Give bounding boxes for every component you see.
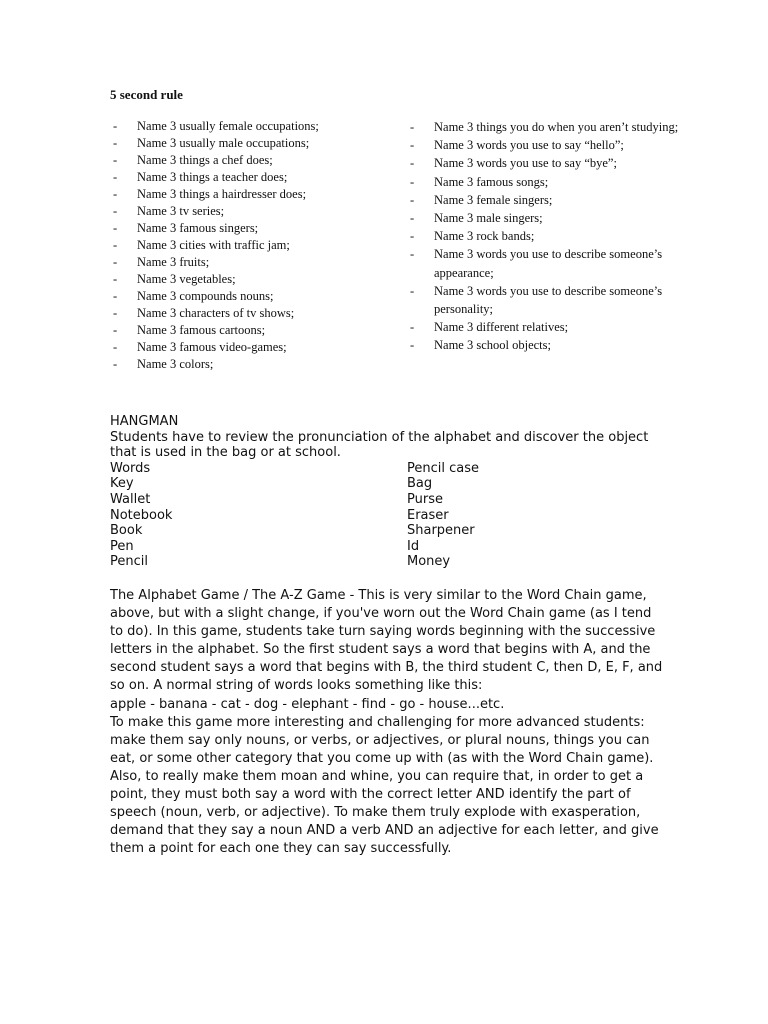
list-item-text: Name 3 things a teacher does; — [137, 170, 288, 184]
page-title: 5 second rule — [110, 87, 183, 102]
list-item-text: Name 3 female singers; — [434, 192, 553, 207]
hangman-word-left: Words — [110, 460, 151, 476]
left-prompt-item — [113, 169, 403, 186]
list-item-text: Name 3 fruits; — [137, 255, 210, 269]
left-prompt-item — [113, 237, 403, 254]
list-item-text: Name 3 words you use to say “hello”; — [434, 138, 624, 153]
list-item-text: Name 3 famous songs; — [434, 174, 549, 189]
bullet-dash: - — [410, 229, 415, 244]
bullet-dash: - — [113, 289, 118, 303]
bullet-dash: - — [410, 138, 415, 153]
left-prompt-item — [113, 356, 403, 373]
bullet-dash: - — [410, 192, 415, 207]
bullet-dash: - — [113, 357, 118, 371]
right-prompt-item — [410, 318, 680, 336]
hangman-row — [110, 461, 670, 477]
left-prompt-item — [113, 203, 403, 220]
list-item-text: Name 3 tv series; — [137, 204, 225, 218]
list-item-text: Name 3 rock bands; — [434, 229, 535, 244]
hangman-row — [110, 539, 670, 555]
right-prompt-item — [410, 154, 680, 172]
list-item-text: Name 3 famous video-games; — [137, 340, 287, 354]
hangman-word-right: Id — [407, 538, 420, 554]
alphabet-game-description: The Alphabet Game / The A-Z Game - This is very similar to the Word Chain game, above, but with a slight change, if you've worn out the Word Chain game (as I tend to do). In this game, students take turn saying words beginning with the successive letters in the alphabet. So the first student says a word that begins with A, and the second student says a word that begins with B, the third student C, then D, E, F, and so on. A normal string of words looks something like this: — [110, 588, 663, 694]
hangman-heading: HANGMAN — [110, 414, 179, 429]
list-item-text: Name 3 school objects; — [434, 338, 551, 353]
alphabet-game-variations: To make this game more interesting and challenging for more advanced students: make them say only nouns, or verbs, or adjectives, or plural nouns, things you can eat, or some other category that you come up with (as with the Word Chain game). Also, to really make them moan and whine, you can require that, in order to get a point, they must both say a word with the correct letter AND identify the part of speech (noun, verb, or adjective). To make them truly explode with exasperation, demand that they say a noun AND a verb AND an adjective for each letter, and give them a point for each one they can say successfully. — [110, 714, 659, 857]
hangman-word-right: Bag — [407, 476, 433, 492]
alphabet-game-example: apple - banana - cat - dog - elephant - find - go - house...etc. — [110, 696, 505, 712]
hangman-word-left: Key — [110, 476, 134, 492]
hangman-row — [110, 492, 670, 508]
bullet-dash: - — [113, 323, 118, 337]
hangman-intro: Students have to review the pronunciation of the alphabet and discover the object that is used in the bag or at school. — [110, 429, 649, 461]
alphabet-game-section — [110, 587, 665, 858]
bullet-dash: - — [113, 187, 118, 201]
list-item-text: Name 3 words you use to say “bye”; — [434, 156, 617, 171]
list-item-text: Name 3 different relatives; — [434, 320, 569, 335]
list-item-text: Name 3 usually male occupations; — [137, 136, 310, 150]
bullet-dash: - — [410, 211, 415, 226]
left-prompt-item — [113, 152, 403, 169]
bullet-dash: - — [113, 153, 118, 167]
left-prompt-item — [113, 288, 403, 305]
list-item-text: Name 3 famous singers; — [137, 221, 259, 235]
hangman-word-right: Money — [407, 554, 451, 570]
hangman-word-right: Eraser — [407, 507, 449, 523]
bullet-dash: - — [113, 221, 118, 235]
hangman-word-left: Wallet — [110, 491, 151, 507]
right-prompt-item — [410, 209, 680, 227]
list-item-text: Name 3 famous cartoons; — [137, 323, 266, 337]
list-item-text: Name 3 cities with traffic jam; — [137, 238, 290, 252]
right-prompt-item — [410, 245, 680, 281]
right-prompt-item — [410, 191, 680, 209]
left-prompt-item — [113, 305, 403, 322]
hangman-row — [110, 523, 670, 539]
bullet-dash: - — [113, 136, 118, 150]
right-prompt-item — [410, 282, 680, 318]
list-item-text: Name 3 words you use to describe someone’s appearance; — [434, 247, 663, 280]
right-prompt-item — [410, 227, 680, 245]
bullet-dash: - — [410, 283, 415, 298]
bullet-dash: - — [410, 338, 415, 353]
hangman-word-left: Pen — [110, 538, 134, 554]
bullet-dash: - — [113, 272, 118, 286]
bullet-dash: - — [410, 247, 415, 262]
bullet-dash: - — [113, 340, 118, 354]
hangman-row — [110, 476, 670, 492]
five-second-rule-left-list — [113, 118, 403, 373]
list-item-text: Name 3 vegetables; — [137, 272, 236, 286]
left-prompt-item — [113, 135, 403, 152]
right-prompt-item — [410, 136, 680, 154]
bullet-dash: - — [113, 255, 118, 269]
list-item-text: Name 3 words you use to describe someone’s personality; — [434, 283, 663, 317]
hangman-word-left: Notebook — [110, 507, 173, 523]
list-item-text: Name 3 compounds nouns; — [137, 289, 274, 303]
hangman-word-right: Sharpener — [407, 523, 475, 539]
hangman-section — [110, 414, 670, 570]
bullet-dash: - — [113, 170, 118, 184]
left-prompt-item — [113, 118, 403, 135]
left-prompt-item — [113, 220, 403, 237]
bullet-dash: - — [113, 306, 118, 320]
left-prompt-item — [113, 254, 403, 271]
right-prompt-item — [410, 336, 680, 354]
bullet-dash: - — [410, 156, 415, 171]
bullet-dash: - — [410, 120, 415, 134]
list-item-text: Name 3 things a hairdresser does; — [137, 187, 307, 201]
left-prompt-item — [113, 322, 403, 339]
bullet-dash: - — [113, 204, 118, 218]
hangman-word-right: Purse — [407, 491, 443, 507]
hangman-row — [110, 554, 670, 570]
hangman-word-left: Pencil — [110, 554, 148, 570]
hangman-word-right: Pencil case — [407, 460, 480, 476]
left-prompt-item — [113, 186, 403, 203]
bullet-dash: - — [410, 174, 415, 189]
list-item-text: Name 3 usually female occupations; — [137, 119, 319, 133]
left-prompt-item — [113, 271, 403, 288]
hangman-word-left: Book — [110, 523, 143, 539]
list-item-text: Name 3 characters of tv shows; — [137, 306, 295, 320]
right-prompt-item — [410, 173, 680, 191]
hangman-row — [110, 508, 670, 524]
hangman-word-table — [110, 461, 670, 570]
list-item-text: Name 3 things a chef does; — [137, 153, 273, 167]
list-item-text: Name 3 things you do when you aren’t studying; — [434, 120, 679, 134]
right-prompt-item — [410, 118, 680, 136]
bullet-dash: - — [113, 119, 118, 133]
list-item-text: Name 3 male singers; — [434, 211, 543, 226]
bullet-dash: - — [410, 320, 415, 335]
list-item-text: Name 3 colors; — [137, 357, 214, 371]
bullet-dash: - — [113, 238, 118, 252]
five-second-rule-right-list — [410, 118, 680, 355]
left-prompt-item — [113, 339, 403, 356]
